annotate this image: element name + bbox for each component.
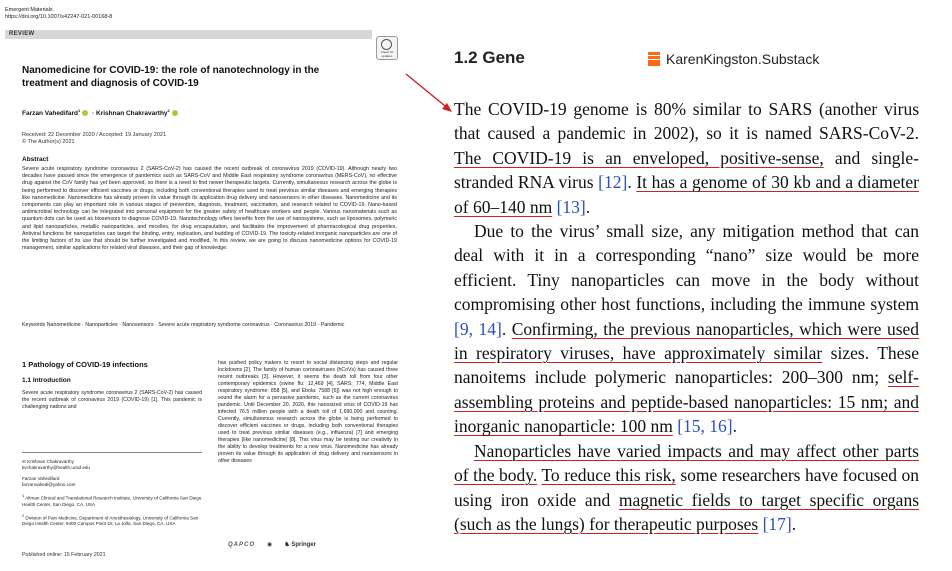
published-date: Published online: 15 February 2021	[22, 552, 106, 558]
keywords: Keywords Nanomedicine · Nanoparticles · Nanosensors · Severe acute respiratory syndrome coronavirus · Coronavirus 2019 · Pandemic	[22, 322, 345, 328]
section-bar	[5, 30, 372, 39]
doi-link[interactable]: https://doi.org/10.1007/s42247-021-00168-8	[5, 14, 113, 20]
highlight: magnetic fields to target specific organs (such as the lungs) for therapeutic purposes	[454, 489, 920, 534]
highlight: self-assembling proteins and peptide-based nanoparticles: 15 nm; and inorganic nanoparticle: 100 nm	[454, 367, 919, 437]
highlight: It has a genome of 30 kb and a diameter of 60–140 nm	[454, 172, 919, 217]
citation-link[interactable]: [13]	[556, 196, 586, 217]
zoomed-excerpt	[454, 97, 919, 536]
substack-name: KarenKingston.Substack	[666, 51, 820, 67]
section-heading: 1 Pathology of COVID-19 infections	[22, 360, 148, 369]
citation-link[interactable]: [9, 14]	[454, 318, 502, 339]
excerpt-paragraph-2: Due to the virus’ small size, any mitigation method that can deal with it in a corresponding “nano” size would be more efficient. Tiny nanoparticles can move in the body without compromising other host functions, including the immune system [9, 14]. Confirming, the previous nanoparticles, which were used in respiratory viruses, have approximately similar sizes. These nanoitems include polymeric nanoparticles: 200–300 nm; self-assembling proteins and peptide-based nanoparticles: 15 nm; and inorganic nanoparticle: 100 nm [15, 16].	[454, 221, 920, 437]
substack-credit[interactable]	[648, 51, 819, 67]
check-updates-badge[interactable]	[376, 36, 398, 60]
excerpt-paragraph-1: The COVID-19 genome is 80% similar to SARS (another virus that caused a pandemic in 2002), so it is named SARS-CoV-2. The COVID-19 is an enveloped, positive-sense, and single-stranded RNA virus [12]. It has a genome of 30 kb and a diameter of 60–140 nm [13].	[454, 99, 919, 217]
highlight: The COVID-19 is an enveloped, positive-sense,	[454, 147, 824, 168]
substack-logo-icon	[648, 52, 660, 66]
footnote-corresponding: ✉ Krishnan Chakravarthy kvchakravarthy@health.ucsd.edu	[22, 459, 90, 470]
publisher-logos	[228, 541, 316, 548]
author-2[interactable]: Krishnan Chakravarthy	[96, 110, 168, 118]
highlight: Nanoparticles have varied impacts and may affect other parts of the body.	[454, 440, 919, 486]
zoom-heading: 1.2 Gene	[454, 48, 525, 67]
email-link[interactable]: kvchakravarthy@health.ucsd.edu	[22, 465, 90, 470]
section-label: REVIEW	[9, 31, 35, 37]
subsection-heading: 1.1 Introduction	[22, 377, 71, 384]
citation-link[interactable]: [15, 16]	[677, 416, 733, 437]
orcid-icon[interactable]	[172, 110, 178, 116]
received-date: Received: 22 December 2020 / Accepted: 19 January 2021	[22, 132, 167, 138]
updates-label: Check for updates	[380, 50, 394, 58]
journal-name: Emergent Materials	[5, 7, 53, 13]
updates-icon	[381, 39, 392, 50]
paper-title: Nanomedicine for COVID-19: the role of nanotechnology in the treatment and diagnosis of COVID-19	[22, 65, 320, 89]
university-logo-icon: ◉	[267, 542, 273, 548]
abstract-heading: Abstract	[22, 156, 49, 163]
envelope-icon: ✉	[22, 459, 28, 464]
excerpt-paragraph-3: Nanoparticles have varied impacts and may affect other parts of the body. To reduce this risk, some researchers have focused on using iron oxide and magnetic fields to target specific organs (such as the lungs) for therapeutic purposes [17].	[454, 440, 920, 534]
affiliation-2: $^2$ Division of Pain Medicine, Department of Anesthesiology, University of California San Diego Health Center, 9400 Campus Point Dr, La Jolla, San Diego, CA, USA	[22, 513, 199, 527]
intro-text: Severe acute respiratory syndrome coronavirus 2 (SARS-CoV-2) has caused the recent outbreak of coronavirus 2019 (COVID-19) [1]. This pandemic is challenging nations and	[22, 390, 202, 410]
author-line: Farzan Vahedifard$^1$ · Krishnan Chakravarthy$^2$	[22, 108, 180, 117]
copyright: © The Author(s) 2021	[22, 139, 75, 145]
citation-link[interactable]: [17]	[762, 513, 792, 534]
right-column-text: has pushed policy makers to resort to social distancing steps and regular lockdowns [2]. The family of human coronaviruses (hCoVs) has caused three recent outbreaks [3]. However, it seems the death toll from four other contemporary epidemics (swine flu: 12,469 [4], SARS: 774, Middle East respiratory syndrome: 858 [5], and Ebola: 7588 [6]) was not high enough to sound the alarm for a pervasive pandemic, such as the current coronavirus pandemic. Until December 20, 2020, this nanosized virus of COVID-19 has infected 76.5 million people with a death toll of 1,690,000 and counting. Currently, simultaneous research across the globe is being performed to discover efficient vaccines or drugs, including both conventional therapies used to treat previous similar diseases (e.g., influenza) [7] and emerging therapies (like nanomedicine) [8]. This virus may be testing our creativity in the ability to develop treatments for a new virus. Nanomedicine has already proven its value through its application of drug delivery and nanosensors in other diseases	[218, 360, 398, 464]
left-column	[22, 360, 202, 411]
abstract-text: Severe acute respiratory syndrome coronavirus 2 (SARS-CoV-2) has caused the recent outbreak of coronavirus 2019 (COVID-19). Although nearly two decades have passed since the emergence of pandemics such as SARS-CoV and Middle East respiratory syndrome coronavirus (MERS-CoV), no effective drug against the CoV family has yet been approved, so there is a need to find newer therapeutic targets. Currently, simultaneous research across the globe is being performed to discover efficient vaccines or drugs, including both conventional therapies used to treat previous similar diseases and emerging therapies like nanomedicine. Nanomedicine has already proven its value through its application drug delivery and nanosensors in other diseases. Nanomedicine and its components can play an important role in various stages of prevention, diagnosis, treatment, vaccination, and research related to COVID-19. Nano-based antimicrobial technology can be integrated into personal equipment for the greater safety of healthcare workers and people. Various nanomaterials such as quantum dots can be used as biosensors to diagnose COVID-19. Nanotechnology offers benefits from the use of nanosystems, such as liposomes, polymeric and lipid nanoparticles, metallic nanoparticles, and micelles, for drug encapsulation, and facilitates the improvement of pharmacological drug properties. Antiviral functions for nanoparticles can target the binding, entry, replication, and budding of COVID-19. The toxicity-related inorganic nanoparticles are one of the limiting factors of its use that should be further investigated and modified. In this review, we are going to discuss nanomedicine options for COVID-19 management, similar applications for related viral diseases, and their gap of knowledge.	[22, 166, 397, 252]
footnote-author2: Farzan Vahedifard farzanvahedi@yahoo.com	[22, 476, 76, 487]
footnotes	[22, 452, 202, 532]
email-link[interactable]: farzanvahedi@yahoo.com	[22, 482, 76, 487]
springer-logo: ♞ Springer	[284, 542, 316, 548]
citation-link[interactable]: [12]	[598, 172, 628, 193]
highlight: To reduce this risk,	[541, 465, 676, 486]
orcid-icon[interactable]	[82, 110, 88, 116]
journal-header	[5, 7, 112, 21]
paper-first-page	[0, 0, 420, 571]
dates-block	[22, 132, 166, 146]
highlight: Confirming, the previous nanoparticles, which were used in respiratory viruses, have approximately similar	[454, 318, 920, 364]
author-1[interactable]: Farzan Vahedifard	[22, 110, 78, 118]
qapco-logo: QAPCO	[228, 541, 256, 548]
affiliation-1: $^1$ Altman Clinical and Translational Research Institute, University of California San Diego Health Center, San Diego, CA, USA	[22, 494, 202, 507]
